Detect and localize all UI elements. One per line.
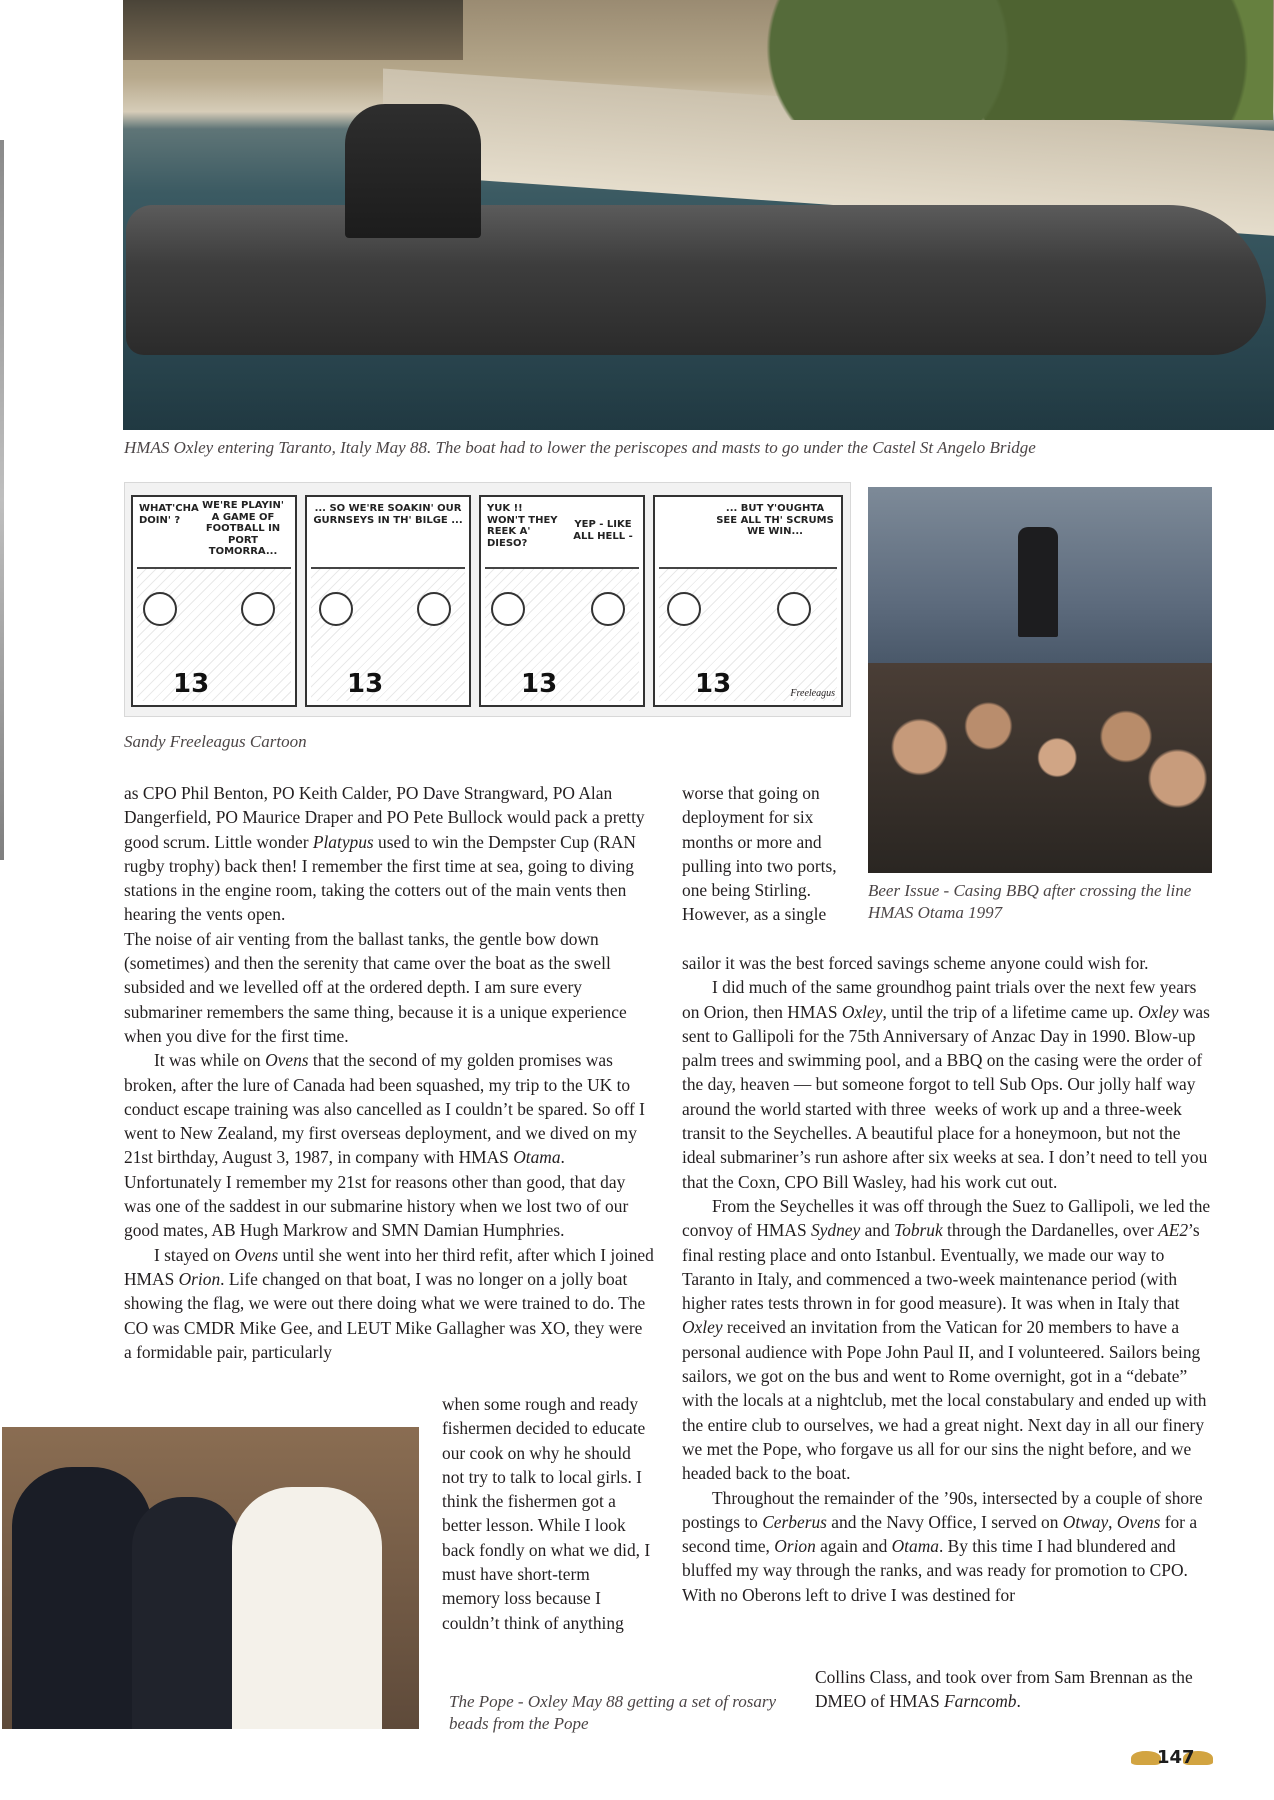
top-photo-caption: HMAS Oxley entering Taranto, Italy May 88. The boat had to lower the periscopes and masts to go under the Castel St Angelo Bridge: [124, 438, 1036, 457]
cartoon-scene: [311, 567, 465, 701]
jersey-number: 13: [347, 669, 384, 699]
cartoon-face: [491, 592, 525, 626]
body-text-left-column: as CPO Phil Benton, PO Keith Calder, PO Dave Strangward, PO Alan Dangerfield, PO Maurice Draper and PO Pete Bullock would pack a pretty good scrum. Little wonder Platypus used to win the Dempster Cup (RAN rugby trophy) back then! I remember the first time at sea, going to diving stations in the engine room, taking the cotters out of the main vents then hearing the vents open. The noise of air venting from the ballast tanks, the gentle bow down (sometimes) and then the serenity that came over the boat as the swell subsided and we levelled off at the ordered depth. I am sure every submariner remembers the same thing, because it is a unique experience when you dive for the first time. It was while on Ovens that the second of my golden promises was broken, after the lure of Canada had been squashed, my trip to the UK to conduct escape training was also cancelled as I couldn’t be spared. So off I went to New Zealand, my first overseas deployment, and we dived on my 21st birthday, August 3, 1987, in company with HMAS Otama. Unfortunately I remember my 21st for reasons other than good, that day was one of the saddest in our submarine history when we lost two of our good mates, AB Hugh Markrow and SMN Damian Humphries. I stayed on Ovens until she went into her third refit, after which I joined HMAS Orion. Life changed on that boat, I was no longer on a jolly boat showing the flag, we were out there doing what we were trained to do. The CO was CMDR Mike Gee, and LEUT Mike Gallagher was XO, they were a formidable pair, particularly: [124, 783, 654, 1362]
speech-bubble: [487, 503, 637, 549]
speech-bubble: [139, 500, 289, 558]
pope-photo: [2, 1427, 419, 1729]
page-number-badge: [1131, 1741, 1213, 1775]
cartoon-face: [241, 592, 275, 626]
sailor-figure: [132, 1497, 242, 1729]
cartoon-scene: [659, 567, 837, 701]
cartoon-strip: [124, 482, 851, 717]
submarine-sail: [345, 104, 481, 238]
body-text-right-column: sailor it was the best forced savings scheme anyone could wish for. I did much of the same groundhog paint trials over the next few years on Orion, then HMAS Oxley, until the trip of a lifetime came up. Oxley was sent to Gallipoli for the 75th Anniversary of Anzac Day in 1990. Blow-up palm trees and swimming pool, and a BBQ on the casing were the order of the day, heaven — but someone forgot to tell Sub Ops. Our jolly half way around the world started with three weeks of work up and a three-week transit to the Seychelles. A beautiful place for a honeymoon, but not the ideal submariner’s run ashore after six weeks at sea. I don’t need to tell you that the Coxn, CPO Bill Wasley, had his work cut out. From the Seychelles it was off through the Suez to Gallipoli, we led the convoy of HMAS Sydney and Tobruk through the Dardanelles, over AE2’s final resting place and onto Istanbul. Eventually, we made our way to Taranto in Italy, and commenced a two-week maintenance period (with higher rates tests thrown in for good measure). It was when in Italy that Oxley received an invitation from the Vatican for 20 members to have a personal audience with Pope John Paul II, and I volunteered. Sailors being sailors, we got on the bus and went to Rome overnight, got in a “debate” with the locals at a nightclub, met the local constabulary and ended up with the entire club to ourselves, we had a great night. Next day in all our finery we met the Pope, who forgave us all for our sins the night before, and we headed back to the boat. Throughout the remainder of the ’90s, intersected by a couple of shore postings to Cerberus and the Navy Office, I served on Otway, Ovens for a second time, Orion again and Otama. By this time I had blundered and bluffed my way through the ranks, and was ready for promotion to CPO. With no Oberons left to drive I was destined for: [682, 953, 1211, 1605]
crew-crowd: [868, 663, 1212, 873]
page-number: 147: [1157, 1747, 1195, 1768]
cartoon-scene: [485, 567, 639, 701]
cartoon-face: [319, 592, 353, 626]
cartoon-face: [667, 592, 701, 626]
sailor-figure: [12, 1467, 152, 1729]
beer-issue-photo: [868, 487, 1212, 873]
cartoon-scene: [137, 567, 291, 701]
caption-line: The Pope - Oxley May 88 getting a set of rosary: [449, 1692, 777, 1711]
body-text-right-narrow: worse that going on deployment for six months or more and pulling into two ports, one being Stirling. However, as a single: [682, 783, 837, 925]
submarine-photo: [123, 0, 1274, 430]
cartoon-face: [417, 592, 451, 626]
submarine-hull: [126, 205, 1266, 355]
pope-photo-caption: [449, 1691, 799, 1735]
body-text-left-narrow: when some rough and ready fishermen decided to educate our cook on why he should not try to talk to local girls. I think the fishermen got a better lesson. While I look back fondly on what we did, I must have short-term memory loss because I couldn’t think of anything: [442, 1394, 651, 1633]
body-text-right-tail: Collins Class, and took over from Sam Brennan as the DMEO of HMAS Farncomb.: [815, 1667, 1193, 1712]
bridge-span: [123, 0, 463, 60]
jersey-number: 13: [173, 669, 210, 699]
cartoon-panel: [653, 495, 843, 707]
submarine-sail: [1018, 527, 1058, 637]
trees: [723, 0, 1273, 120]
cartoon-signature: Freeleagus: [790, 688, 835, 699]
caption-line: beads from the Pope: [449, 1714, 589, 1733]
cartoon-caption: Sandy Freeleagus Cartoon: [124, 732, 307, 751]
cartoon-face: [591, 592, 625, 626]
cartoon-panel: [305, 495, 471, 707]
speech-bubble: ... SO WE'RE SOAKIN' OUR GURNSEYS IN TH' BILGE ...: [313, 503, 463, 526]
bubble-text: WE'RE PLAYIN' A GAME OF FOOTBALL IN PORT TOMORRA...: [202, 500, 284, 557]
right-photo-caption: [868, 880, 1228, 924]
cartoon-panel: [479, 495, 645, 707]
bubble-text: YEP - LIKE ALL HELL -: [573, 519, 633, 542]
jersey-number: 13: [695, 669, 732, 699]
caption-line: Beer Issue - Casing BBQ after crossing the line: [868, 881, 1192, 900]
bubble-text: WHAT'CHA DOIN' ?: [139, 503, 199, 526]
caption-line: HMAS Otama 1997: [868, 903, 1003, 922]
cartoon-face: [777, 592, 811, 626]
speech-bubble: ... BUT Y'OUGHTA SEE ALL TH' SCRUMS WE WIN...: [716, 503, 834, 537]
page-edge: [0, 140, 4, 860]
cartoon-panel: [131, 495, 297, 707]
pope-figure: [232, 1487, 382, 1729]
bubble-text: YUK !! WON'T THEY REEK A' DIESO?: [487, 503, 558, 549]
jersey-number: 13: [521, 669, 558, 699]
cartoon-face: [143, 592, 177, 626]
